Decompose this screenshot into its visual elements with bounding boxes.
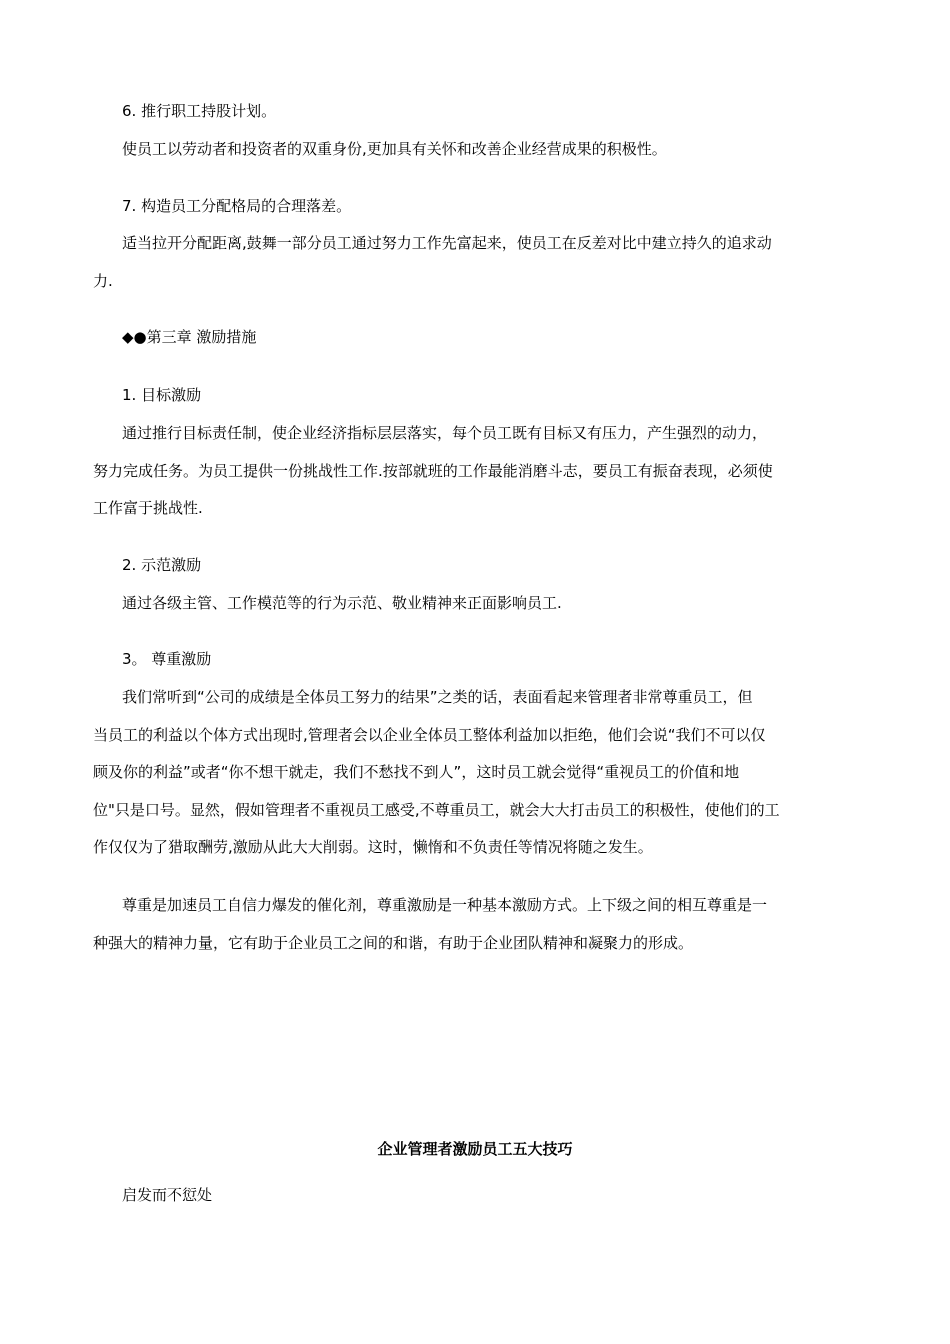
article-title: 企业管理者激励员工五大技巧 — [377, 1140, 573, 1158]
section-7-body-line-1: 适当拉开分配距离,鼓舞一部分员工通过努力工作先富起来，使员工在反差对比中建立持久的追求动 — [122, 234, 772, 252]
measure-1-heading: 1. 目标激励 — [122, 386, 202, 404]
measure-1-body-line-1: 通过推行目标责任制，使企业经济指标层层落实，每个员工既有目标又有压力，产生强烈的动力， — [122, 424, 768, 442]
measure-3-para-1-line-5: 作仅仅为了猎取酬劳,激励从此大大削弱。这时，懒惰和不负责任等情况将随之发生。 — [93, 838, 653, 856]
section-6-body: 使员工以劳动者和投资者的双重身份,更加具有关怀和改善企业经营成果的积极性。 — [122, 140, 667, 158]
section-6-heading: 6. 推行职工持股计划。 — [122, 102, 277, 120]
chapter-3-heading: ◆●第三章 激励措施 — [122, 328, 257, 346]
measure-3-para-1-line-3: 顾及你的利益”或者“你不想干就走，我们不愁找不到人”，这时员工就会觉得“重视员工的价值和地 — [93, 763, 740, 781]
measure-3-para-2-line-2: 种强大的精神力量，它有助于企业员工之间的和谐，有助于企业团队精神和凝聚力的形成。 — [93, 934, 694, 952]
section-7-heading: 7. 构造员工分配格局的合理落差。 — [122, 197, 352, 215]
measure-3-para-1-line-2: 当员工的利益以个体方式出现时,管理者会以企业全体员工整体利益加以拒绝，他们会说“我们不可以仅 — [93, 726, 766, 744]
article-first-line: 启发而不愆处 — [122, 1186, 213, 1204]
measure-2-heading: 2. 示范激励 — [122, 556, 202, 574]
measure-3-para-1-line-1: 我们常听到“公司的成绩是全体员工努力的结果”之类的话，表面看起来管理者非常尊重员工，但 — [122, 688, 753, 706]
measure-2-body: 通过各级主管、工作模范等的行为示范、敬业精神来正面影响员工. — [122, 594, 562, 612]
measure-3-para-1-line-4: 位"只是口号。显然，假如管理者不重视员工感受,不尊重员工，就会大大打击员工的积极性，使他们的工 — [93, 801, 780, 819]
measure-3-heading: 3。 尊重激励 — [122, 650, 212, 668]
measure-1-body-line-3: 工作富于挑战性. — [93, 499, 203, 517]
measure-1-body-line-2: 努力完成任务。为员工提供一份挑战性工作.按部就班的工作最能消磨斗志，要员工有振奋表现，必须使 — [93, 462, 773, 480]
measure-3-para-2-line-1: 尊重是加速员工自信力爆发的催化剂，尊重激励是一种基本激励方式。上下级之间的相互尊重是一 — [122, 896, 768, 914]
section-7-body-line-2: 力. — [93, 272, 113, 290]
